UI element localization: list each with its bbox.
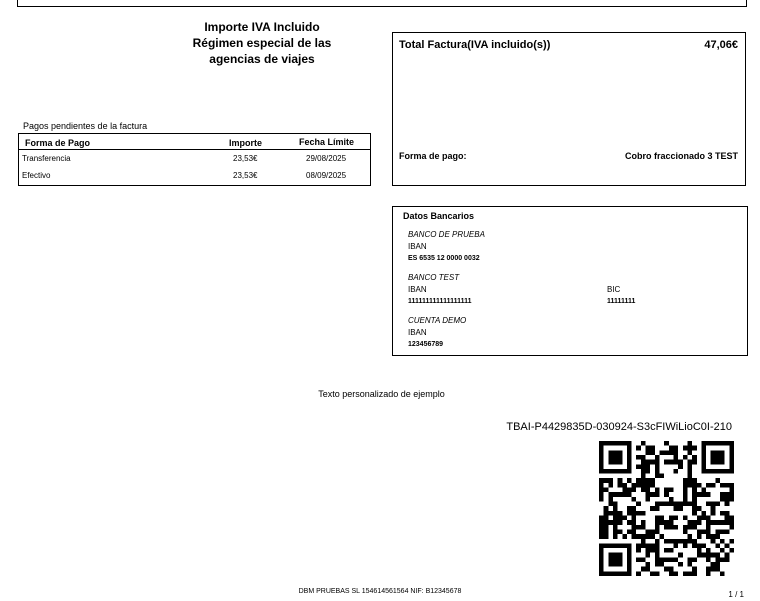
bank-1-iban: ES 6535 12 0000 0032 xyxy=(408,255,480,262)
bank-details-box xyxy=(392,206,748,356)
bank-2-bic: 11111111 xyxy=(607,298,636,305)
column-header-amount: Importe xyxy=(229,138,263,148)
bank-details-title: Datos Bancarios xyxy=(403,211,475,221)
payment-method-label: Forma de pago: xyxy=(399,151,467,161)
footer-company-info: DBM PRUEBAS SL 154614561564 NIF: B12345678 xyxy=(298,588,462,595)
iva-line: agencias de viajes xyxy=(209,52,315,66)
custom-text: Texto personalizado de ejemplo xyxy=(318,389,445,399)
tbai-identifier: TBAI-P4429835D-030924-S3cFIWiLioC0I-210 xyxy=(506,421,732,433)
bank-3-iban: 123456789 xyxy=(408,341,444,348)
bank-3-name: CUENTA DEMO xyxy=(408,316,467,325)
bank-2-bic-label: BIC xyxy=(607,285,621,294)
row-1-due-date: 29/08/2025 xyxy=(306,154,347,163)
bank-2-iban-label: IBAN xyxy=(408,285,427,294)
row-2-due-date: 08/09/2025 xyxy=(306,171,347,180)
top-frame xyxy=(17,0,747,7)
bank-2-name: BANCO TEST xyxy=(408,273,460,282)
iva-line: Régimen especial de las xyxy=(192,36,332,50)
bank-3-iban-label: IBAN xyxy=(408,328,427,337)
row-2-amount: 23,53€ xyxy=(233,171,258,180)
total-label: Total Factura(IVA incluido(s)) xyxy=(399,39,551,51)
row-1-amount: 23,53€ xyxy=(233,154,258,163)
bank-2-iban: 111111111111111111 xyxy=(408,298,472,305)
invoice-total-box xyxy=(392,32,746,186)
payment-method-value: Cobro fraccionado 3 TEST xyxy=(624,151,738,161)
row-2-method: Efectivo xyxy=(22,171,51,180)
page-number: 1 / 1 xyxy=(728,590,744,599)
row-1-method: Transferencia xyxy=(22,154,71,163)
header-divider xyxy=(19,149,370,150)
bank-1-iban-label: IBAN xyxy=(408,242,427,251)
iva-line: Importe IVA Incluido xyxy=(204,20,320,34)
qr-code-icon xyxy=(599,441,734,576)
column-header-method: Forma de Pago xyxy=(25,138,91,148)
pending-payments-table xyxy=(18,133,371,186)
bank-1-name: BANCO DE PRUEBA xyxy=(408,230,485,239)
pending-payments-title: Pagos pendientes de la factura xyxy=(23,121,148,131)
column-header-due-date: Fecha Límite xyxy=(299,137,355,147)
iva-regime-title xyxy=(160,19,364,67)
total-value: 47,06€ xyxy=(704,39,738,51)
